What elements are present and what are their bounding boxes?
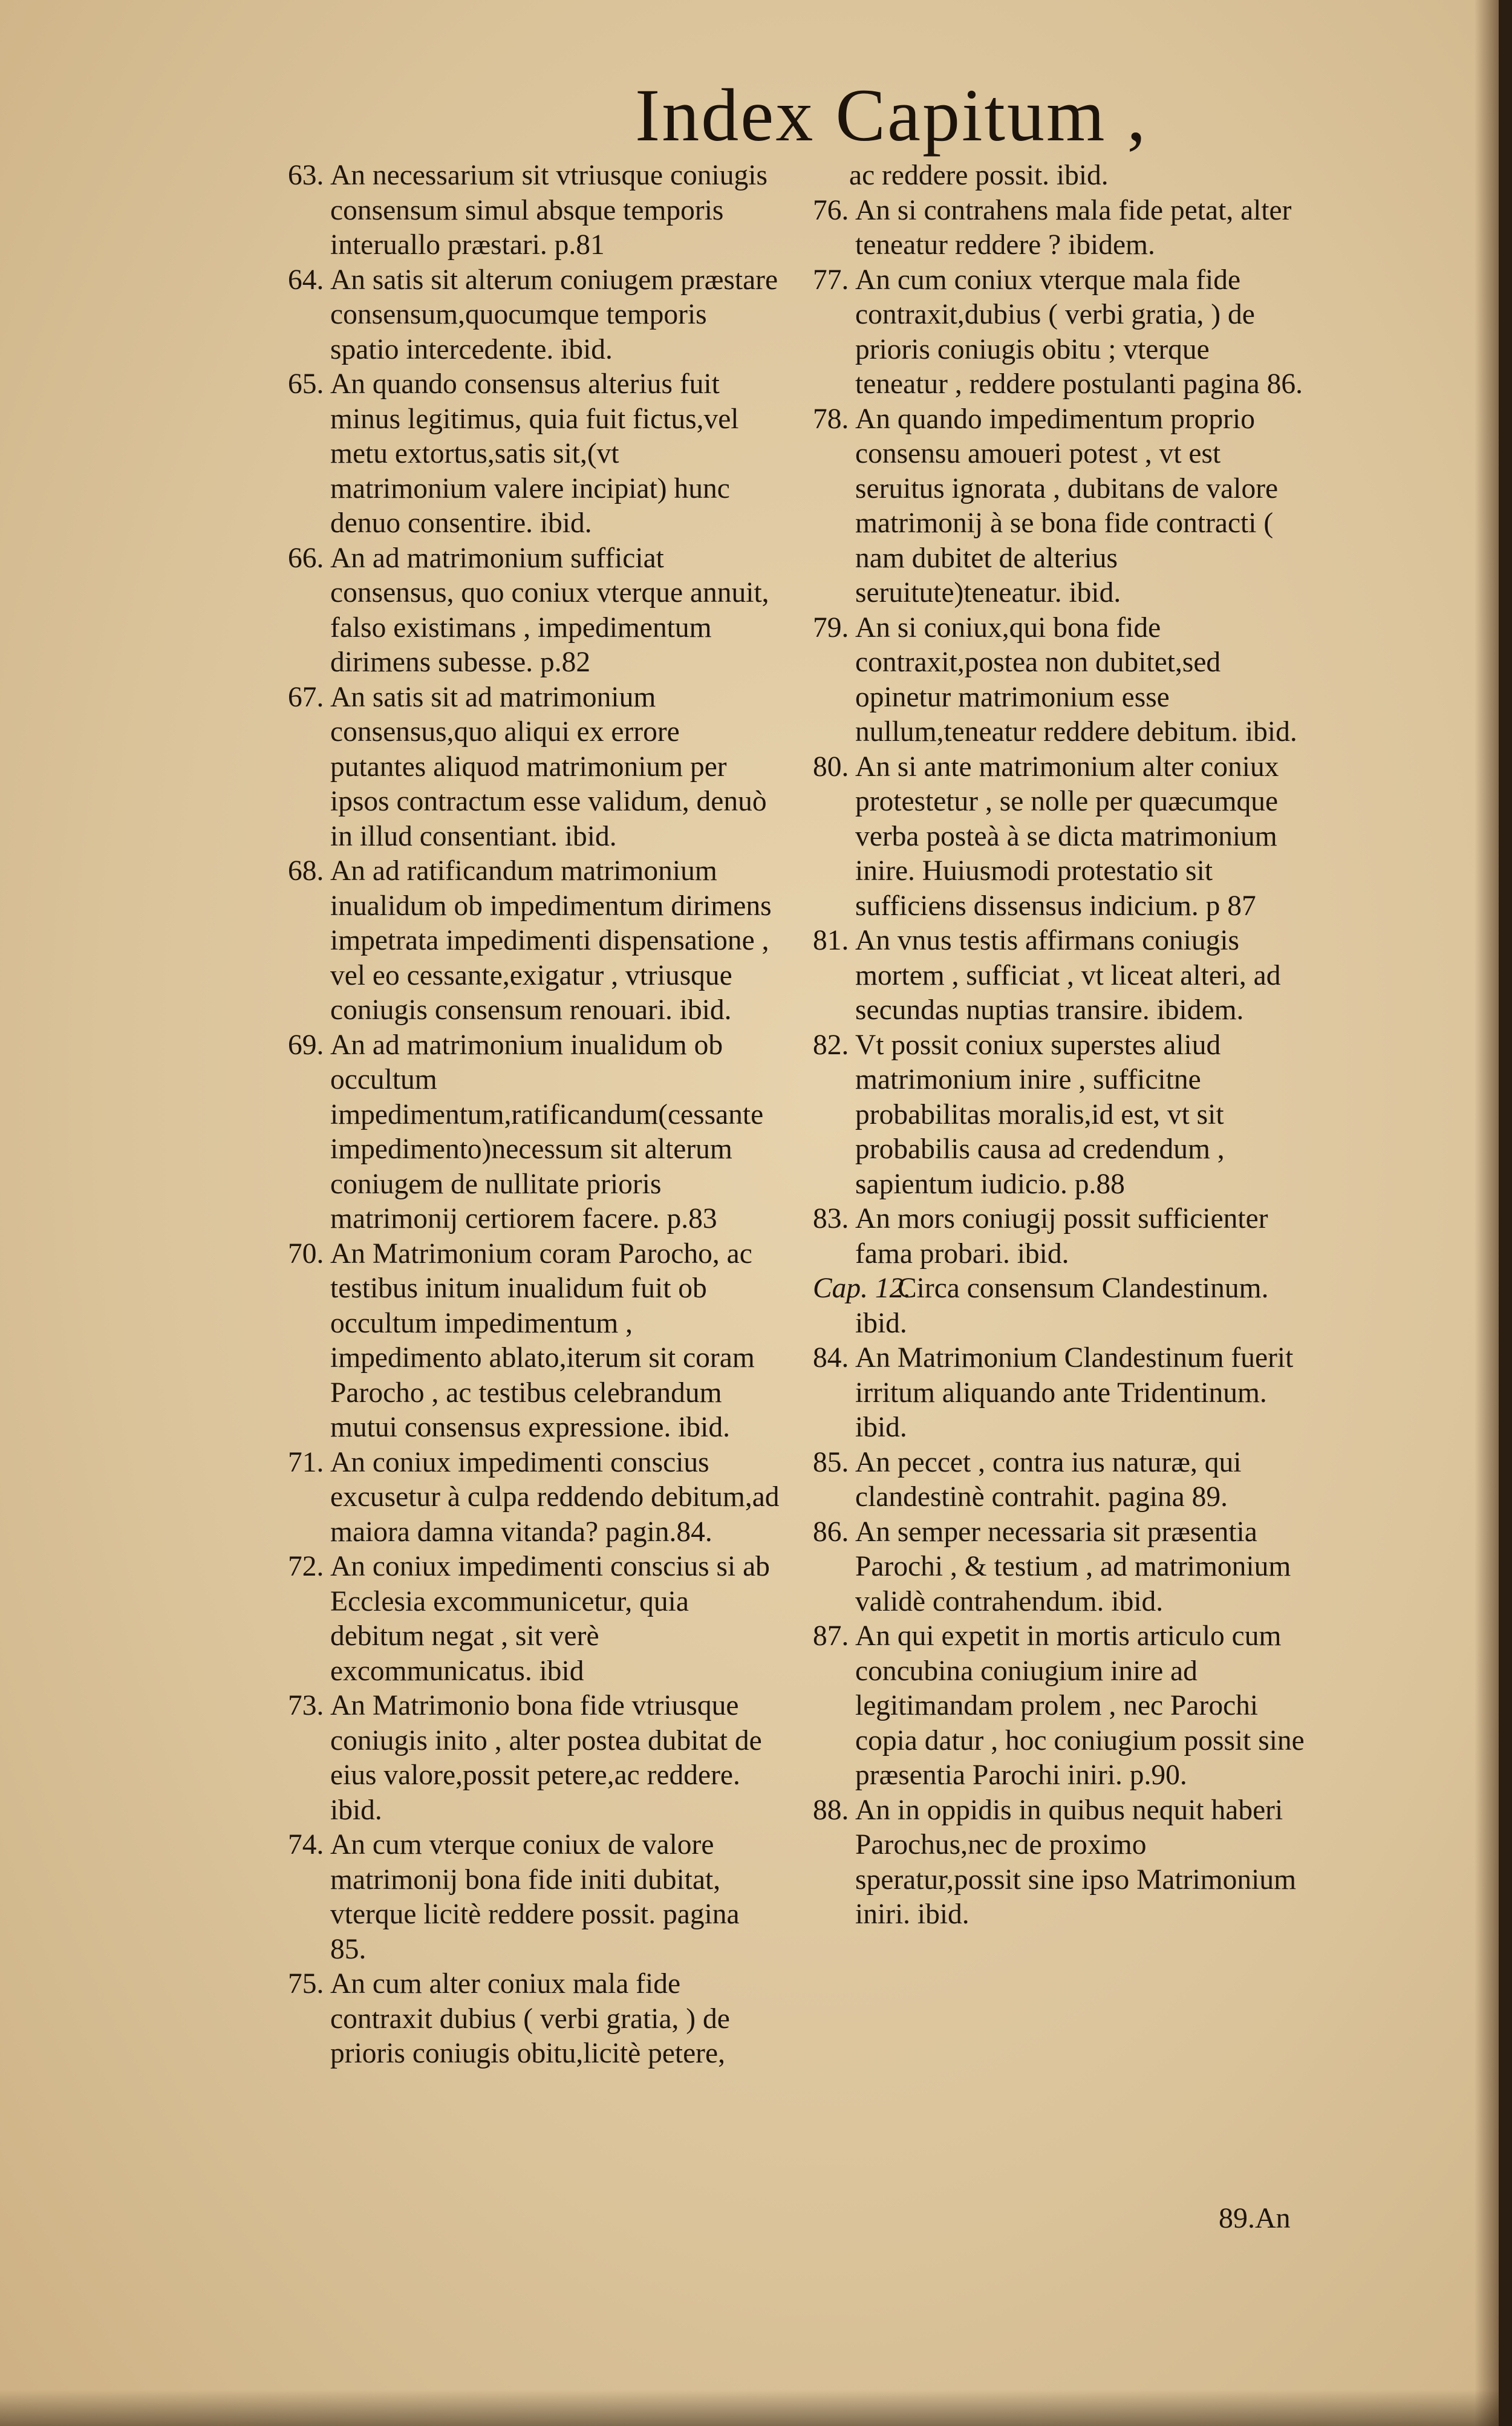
entry-number: 78. xyxy=(813,403,849,435)
entry-number: 84. xyxy=(813,1342,849,1374)
catchword: 89.An xyxy=(1219,2202,1291,2234)
index-entry xyxy=(813,402,1308,611)
entry-text: An cum alter coniux mala fide contraxit dubius ( verbi gratia, ) de prioris coniugis obitu,licitè petere, xyxy=(330,1968,730,2069)
entry-number: 71. xyxy=(288,1446,324,1478)
index-entry xyxy=(813,263,1308,402)
index-entry xyxy=(813,1028,1308,1202)
chapter-number: Cap. 12. xyxy=(813,1273,911,1304)
entry-text: An in oppidis in quibus nequit haberi Parochus,nec de proximo speratur,possit sine ipso Matrimonium iniri. ibid. xyxy=(855,1794,1297,1930)
entry-number: 76. xyxy=(813,194,849,226)
entry-text: An semper necessaria sit præsentia Parochi , & testium , ad matrimonium validè contrahendum. ibid. xyxy=(855,1516,1291,1617)
index-entry xyxy=(813,611,1308,750)
entry-text: An ad matrimonium inualidum ob occultum impedimentum,ratificandum(cessante impedimento)necessum sit alterum coniugem de nullitate prioris matrimonij certiorem facere. p.83 xyxy=(330,1029,764,1234)
index-entry xyxy=(288,1237,781,1446)
entry-text: An vnus testis affirmans coniugis mortem , sufficiat , vt liceat alteri, ad secundas nuptias transire. ibidem. xyxy=(855,925,1281,1026)
entry-text: ac reddere possit. ibid. xyxy=(849,160,1109,191)
entry-text: An satis sit alterum coniugem præstare consensum,quocumque temporis spatio intercedente. ibid. xyxy=(330,264,778,365)
entry-text: An quando consensus alterius fuit minus legitimus, quia fuit fictus,vel metu extortus,satis sit,(vt matrimonium valere incipiat) hunc denuo consentire. ibid. xyxy=(330,368,739,539)
entry-number: 67. xyxy=(288,681,324,713)
entry-number: 65. xyxy=(288,368,324,400)
entry-number: 75. xyxy=(288,1968,324,2000)
index-entry xyxy=(813,194,1308,263)
entry-text: An Matrimonium Clandestinum fuerit irritum aliquando ante Tridentinum. ibid. xyxy=(855,1342,1294,1443)
entry-text: An cum coniux vterque mala fide contraxit,dubius ( verbi gratia, ) de prioris coniugis obitu ; vterque teneatur , reddere postulanti pagina 86. xyxy=(855,264,1303,400)
entry-number: 81. xyxy=(813,925,849,956)
entry-text: An quando impedimentum proprio consensu amoueri potest , vt est seruitus ignorata , dubitans de valore matrimonij à se bona fide contracti ( nam dubitet de alterius seruitute)teneatur. ibid. xyxy=(855,403,1279,608)
entry-text: An Matrimonio bona fide vtriusque coniugis inito , alter postea dubitat de eius valore,possit petere,ac reddere. ibid. xyxy=(330,1690,762,1826)
entry-text: Vt possit coniux superstes aliud matrimonium inire , sufficitne probabilitas moralis,id est, vt sit probabilis causa ad credendum , sapientum iudicio. p.88 xyxy=(855,1029,1225,1200)
entry-number: 88. xyxy=(813,1794,849,1826)
entry-number: 74. xyxy=(288,1829,324,1860)
index-entry-continuation xyxy=(813,158,1308,194)
entry-number: 63. xyxy=(288,160,324,191)
entry-text: An necessarium sit vtriusque coniugis consensum simul absque temporis interuallo præstari. p.81 xyxy=(330,160,767,261)
entry-number: 82. xyxy=(813,1029,849,1061)
entry-text: An si contrahens mala fide petat, alter teneatur reddere ? ibidem. xyxy=(855,194,1292,261)
entry-number: 68. xyxy=(288,855,324,887)
page-header: Index Capitum , xyxy=(635,74,1148,157)
entry-text: An si ante matrimonium alter coniux protestetur , se nolle per quæcumque verba posteà à se dicta matrimonium inire. Huiusmodi protestatio sit sufficiens dissensus indicium. p 87 xyxy=(855,751,1279,922)
entry-text: An si coniux,qui bona fide contraxit,postea non dubitet,sed opinetur matrimonium esse nullum,teneatur reddere debitum. ibid. xyxy=(855,611,1297,748)
entry-text: An ad ratificandum matrimonium inualidum ob impedimentum dirimens impetrata impedimenti dispensatione , vel eo cessante,exigatur , vtriusque coniugis consensum renouari. ibid. xyxy=(330,855,772,1026)
index-entry xyxy=(813,924,1308,1028)
entry-number: 85. xyxy=(813,1446,849,1478)
entry-number: 83. xyxy=(813,1203,849,1234)
index-entry xyxy=(813,1341,1308,1446)
entry-text: An satis sit ad matrimonium consensus,quo aliqui ex errore putantes aliquod matrimonium per ipsos contractum esse validum, denuò in illud consentiant. ibid. xyxy=(330,681,767,852)
index-entry xyxy=(288,1550,781,1689)
index-entry xyxy=(813,1446,1308,1515)
entry-number: 66. xyxy=(288,542,324,574)
entry-number: 72. xyxy=(288,1551,324,1582)
index-entry xyxy=(288,680,781,855)
entry-number: 80. xyxy=(813,751,849,783)
chapter-text: Circa consensum Clandestinum. ibid. xyxy=(855,1273,1269,1339)
entry-text: An mors coniugij possit sufficienter fama probari. ibid. xyxy=(855,1203,1268,1270)
index-entry xyxy=(288,263,781,368)
entry-text: An coniux impedimenti conscius si ab Ecclesia excommunicetur, quia debitum negat , sit verè excommunicatus. ibid xyxy=(330,1551,770,1687)
index-entry xyxy=(288,1828,781,1967)
index-entry xyxy=(288,541,781,680)
index-entry xyxy=(288,1967,781,2072)
entry-text: An coniux impedimenti conscius excusetur à culpa reddendo debitum,ad maiora damna vitanda? pagin.84. xyxy=(330,1446,780,1548)
right-column xyxy=(813,158,1308,1932)
entry-text: An cum vterque coniux de valore matrimonij bona fide initi dubitat, vterque licitè reddere possit. pagina 85. xyxy=(330,1829,740,1965)
entry-number: 86. xyxy=(813,1516,849,1548)
index-entry xyxy=(288,367,781,541)
index-entry xyxy=(813,1515,1308,1620)
index-entry xyxy=(288,1446,781,1550)
index-entry xyxy=(813,1202,1308,1271)
page-edge-shadow xyxy=(1475,0,1499,2426)
entry-number: 79. xyxy=(813,611,849,644)
entry-text: An qui expetit in mortis articulo cum concubina coniugium inire ad legitimandam prolem , nec Parochi copia datur , hoc coniugium possit sine præsentia Parochi iniri. p.90. xyxy=(855,1620,1305,1791)
entry-number: 70. xyxy=(288,1237,324,1270)
left-column xyxy=(288,158,781,2072)
index-entry xyxy=(288,158,781,263)
index-entry xyxy=(813,1619,1308,1793)
entry-text: An ad matrimonium sufficiat consensus, quo coniux vterque annuit, falso existimans , impedimentum dirimens subesse. p.82 xyxy=(330,542,769,678)
entry-text: An peccet , contra ius naturæ, qui clandestinè contrahit. pagina 89. xyxy=(855,1446,1242,1513)
entry-number: 64. xyxy=(288,264,324,296)
index-entry xyxy=(288,1028,781,1237)
entry-number: 87. xyxy=(813,1620,849,1652)
entry-number: 73. xyxy=(288,1690,324,1721)
page-bottom-shadow xyxy=(0,2390,1499,2426)
index-entry xyxy=(288,1689,781,1828)
chapter-heading xyxy=(813,1271,1308,1341)
index-entry xyxy=(813,1793,1308,1932)
entry-number: 77. xyxy=(813,264,849,296)
index-entry xyxy=(813,750,1308,924)
index-entry xyxy=(288,854,781,1028)
entry-text: An Matrimonium coram Parocho, ac testibus initum inualidum fuit ob occultum impedimentum , impedimento ablato,iterum sit coram Parocho , ac testibus celebrandum mutui consensus expressione. ibid. xyxy=(330,1237,755,1443)
entry-number: 69. xyxy=(288,1029,324,1061)
